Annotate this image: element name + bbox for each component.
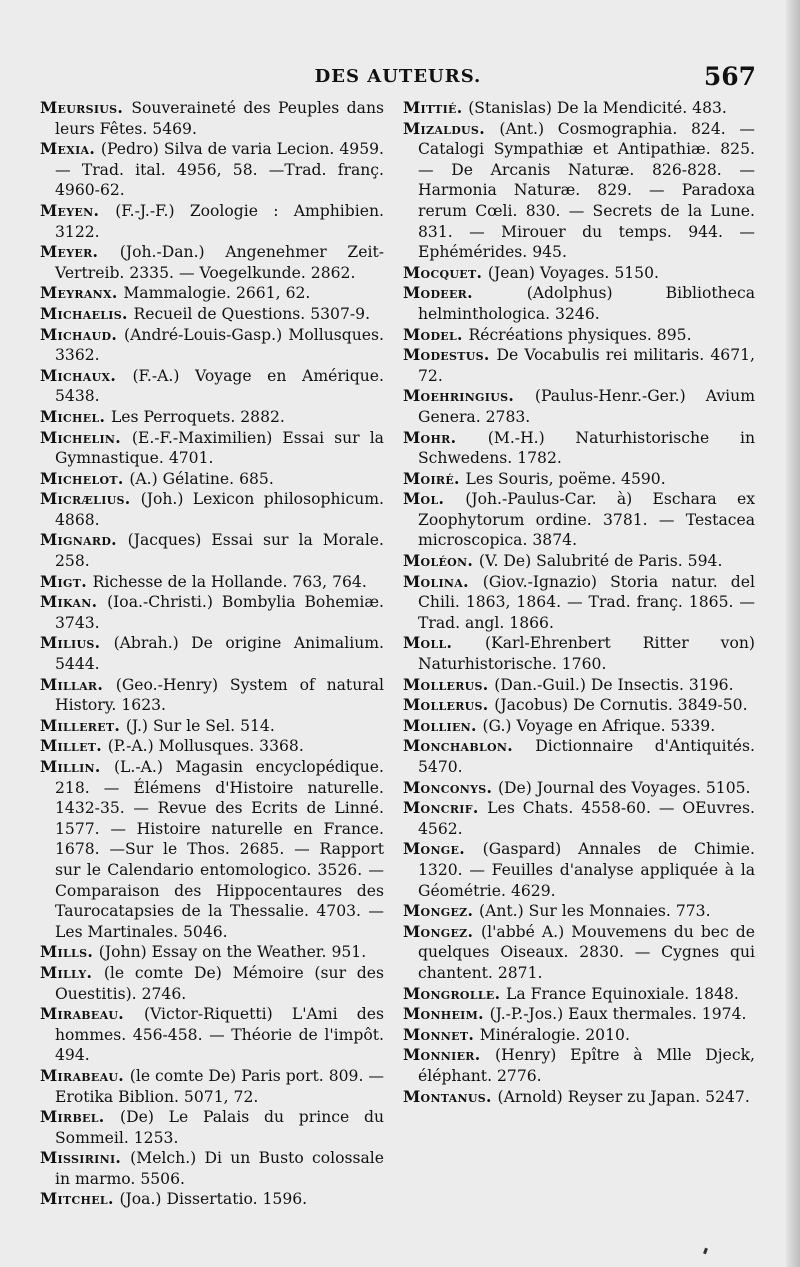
entry-text: (Adolphus) Bibliotheca helminthologica. 3246. [418, 284, 755, 323]
entry-text: De Vocabulis rei militaris. 4671, 72. [418, 346, 755, 385]
entry-text: (Victor-Riquetti) L'Ami des hommes. 456-458. — Théorie de l'impôt. 494. [55, 1005, 384, 1065]
author-name: Micrælius . [40, 489, 141, 508]
index-entry [403, 716, 755, 737]
author-name: Mol . [403, 489, 465, 508]
author-name: Montanus . [403, 1087, 497, 1106]
index-entry [40, 489, 384, 530]
index-entry [40, 139, 384, 201]
index-entry [40, 325, 384, 366]
running-header [40, 62, 756, 96]
author-name: Mittié . [403, 98, 468, 117]
index-entry [403, 489, 755, 551]
author-name: Milius . [40, 633, 114, 652]
entry-text: (Abrah.) De origine Animalium. 5444. [55, 634, 384, 674]
entry-text: Récréations physiques. 895. [468, 325, 692, 344]
index-entry [403, 1004, 755, 1025]
entry-text: (Geo.-Henry) System of natural History. 1623. [55, 675, 384, 715]
index-entry [40, 428, 384, 469]
author-name: Mocquet . [403, 263, 488, 282]
author-name: Mongez . [403, 922, 481, 941]
entry-text: Dictionnaire d'Antiquités. 5470. [418, 737, 755, 776]
entry-text: (Ant.) Cosmographia. 824. —Catalogi Sympathiæ et Antipathiæ. 825. — De Arcanis Naturæ. 826-828. — Harmonia Naturæ. 829. — Paradoxa rerum Cœli. 830. — Secrets de la Lune. 831. — Mirouer du temps. 944. — Ephémérides. 945. [418, 119, 755, 262]
entry-text: (Jean) Voyages. 5150. [487, 263, 659, 282]
entry-text: (G.) Voyage en Afrique. 5339. [482, 716, 716, 735]
author-name: Michelot . [40, 469, 129, 488]
author-name: Michaelis . [40, 304, 133, 323]
entry-text: (De) Journal des Voyages. 5105. [497, 778, 751, 797]
index-entry [403, 778, 755, 799]
index-entry [40, 572, 384, 593]
running-title: DES AUTEURS. [314, 66, 482, 87]
author-name: Mohr . [403, 428, 488, 447]
index-entry [40, 283, 384, 304]
entry-text: (Ioa.-Christi.) Bombylia Bohemiæ. 3743. [55, 593, 384, 632]
author-name: Moehringius . [403, 386, 535, 405]
entry-text: (Joa.) Dissertatio. 1596. [119, 1190, 308, 1209]
entry-text: Les Perroquets. 2882. [110, 407, 285, 426]
entry-text: Recueil de Questions. 5307-9. [133, 304, 371, 323]
entry-text: (Ant.) Sur les Monnaies. 773. [478, 902, 711, 921]
index-entry [40, 1107, 384, 1148]
author-name: Mirbel . [40, 1107, 120, 1126]
index-entry [40, 366, 384, 407]
index-entry [403, 572, 755, 634]
index-entry [40, 716, 384, 737]
author-name: Monconys . [403, 778, 498, 797]
author-name: Millet . [40, 736, 108, 755]
entry-text: (John) Essay on the Weather. 951. [98, 943, 367, 962]
author-name: Michaud . [40, 325, 124, 344]
index-entry [403, 469, 755, 490]
entry-text: La France Equinoxiale. 1848. [506, 984, 739, 1003]
entry-text: (le comte De) Paris port. 809. — Erotika Biblion. 5071, 72. [55, 1066, 385, 1106]
author-name: Moiré . [403, 469, 465, 488]
index-entry [40, 1189, 384, 1210]
entry-text: (le comte De) Mémoire (sur des Ouestitis). 2746. [55, 963, 384, 1003]
author-name: Meyer . [40, 242, 120, 261]
entry-text: Richesse de la Hollande. 763, 764. [92, 572, 367, 591]
author-name: Moléon . [403, 551, 479, 570]
index-entry [40, 242, 384, 283]
author-name: Milly . [40, 963, 104, 982]
author-name: Mirabeau . [40, 1004, 144, 1023]
author-name: Mollien . [403, 716, 482, 735]
entry-text: (J.) Sur le Sel. 514. [125, 716, 275, 735]
author-name: Mizaldus . [403, 119, 499, 138]
entry-text: (André-Louis-Gasp.) Mollusques. 3362. [55, 325, 384, 365]
index-entry [403, 283, 755, 324]
entry-text: Souveraineté des Peuples dans leurs Fêtes. 5469. [55, 99, 385, 138]
entry-text: (De) Le Palais du prince du Sommeil. 1253. [55, 1108, 384, 1147]
entry-text: (Joh.) Lexicon philosophicum. 4868. [55, 490, 384, 529]
author-name: Mollerus . [403, 695, 494, 714]
author-name: Mexia . [40, 139, 101, 158]
entry-text: (F.-A.) Voyage en Amérique. 5438. [55, 366, 384, 406]
author-name: Michaux . [40, 366, 132, 385]
entry-text: (M.-H.) Naturhistorische in Schwedens. 1782. [418, 428, 755, 468]
author-name: Michelin . [40, 428, 132, 447]
author-name: Mirabeau . [40, 1066, 130, 1085]
page-spine-shadow [786, 0, 800, 1267]
author-name: Mitchel . [40, 1189, 119, 1208]
index-entry [40, 407, 384, 428]
index-entry [403, 551, 755, 572]
index-entry [403, 428, 755, 469]
index-entry [40, 942, 384, 963]
index-entry [40, 201, 384, 242]
index-entry [40, 675, 384, 716]
author-name: Millin . [40, 757, 114, 776]
author-name: Moll . [403, 633, 485, 652]
index-entry [403, 736, 755, 777]
author-name: Mignard . [40, 530, 128, 549]
index-entry [40, 633, 384, 674]
entry-text: (Jacques) Essai sur la Morale. 258. [55, 531, 384, 571]
entry-text: (Paulus-Henr.-Ger.) Avium Genera. 2783. [418, 387, 755, 426]
author-name: Mills . [40, 942, 99, 961]
entry-text: (Karl-Ehrenbert Ritter von) Naturhistorische. 1760. [418, 634, 755, 674]
author-name: Mollerus . [403, 675, 494, 694]
page-number: 567 [703, 62, 756, 91]
author-name: Millar . [40, 675, 116, 694]
index-entry [403, 98, 755, 119]
index-entry [403, 1045, 755, 1086]
index-entry [403, 695, 755, 716]
entry-text: (V. De) Salubrité de Paris. 594. [478, 552, 723, 571]
author-name: Meyranx . [40, 283, 123, 302]
index-entry [403, 633, 755, 674]
index-entry [403, 1087, 755, 1108]
entry-text: (Jacobus) De Cornutis. 3849-50. [494, 696, 748, 715]
entry-text: (F.-J.-F.) Zoologie : Amphibien. 3122. [55, 201, 384, 241]
ink-mark [703, 1248, 708, 1255]
index-entry [40, 530, 384, 571]
entry-text: (Giov.-Ignazio) Storia natur. del Chili. 1863, 1864. — Trad. franç. 1865. — Trad. angl. 1866. [418, 572, 755, 632]
index-entry [403, 798, 755, 839]
entry-text: (Melch.) Di un Busto colossale in marmo. 5506. [55, 1149, 384, 1188]
author-name: Migt . [40, 572, 93, 591]
author-name: Meyen . [40, 201, 115, 220]
index-entry [403, 675, 755, 696]
entry-text: Minéralogie. 2010. [479, 1025, 630, 1044]
author-name: Monge . [403, 839, 483, 858]
author-name: Milleret . [40, 716, 126, 735]
index-entry [40, 736, 384, 757]
entry-text: (A.) Gélatine. 685. [129, 469, 274, 488]
author-name: Mikan . [40, 592, 107, 611]
index-entry [40, 1066, 384, 1107]
index-entry [403, 263, 755, 284]
index-entry [403, 922, 755, 984]
entry-text: Les Chats. 4558-60. — OEuvres. 4562. [418, 799, 755, 838]
author-name: Monheim . [403, 1004, 490, 1023]
index-entry [403, 1025, 755, 1046]
entry-text: (Stanislas) De la Mendicité. 483. [468, 99, 727, 117]
entry-text: Mammalogie. 2661, 62. [123, 284, 311, 303]
author-name: Modeer . [403, 283, 527, 302]
index-entry [40, 304, 384, 325]
author-name: Monnier . [403, 1045, 495, 1064]
entry-text: (Dan.-Guil.) De Insectis. 3196. [494, 675, 734, 694]
index-entry [403, 901, 755, 922]
index-entry [403, 325, 755, 346]
author-name: Mongrolle . [403, 984, 506, 1003]
index-entry [40, 757, 384, 942]
author-name: Monchablon . [403, 736, 535, 755]
entry-text: (Pedro) Silva de varia Lecion. 4959. — Trad. ital. 4956, 58. —Trad. franç. 4960-62. [55, 140, 384, 200]
author-name: Moncrif . [403, 798, 487, 817]
entry-text: (L.-A.) Magasin encyclopédique. 218. — Élémens d'Histoire naturelle. 1432-35. — Revue des Ecrits de Linné. 1577. — Histoire naturelle en France. 1678. —Sur le Thos. 2685. — Rapport sur le Calendario entomologico. 3526. — Comparaison des Hippocentaures des Taurocatapsies de la Thessalie. 4703. — Les Martinales. 5046. [55, 758, 384, 941]
index-entry [403, 345, 755, 386]
author-name: Modestus . [403, 345, 496, 364]
entry-text: (Joh.-Paulus-Car. à) Eschara ex Zoophytorum ordine. 3781. — Testacea microscopica. 3874. [418, 490, 755, 550]
entry-text: (E.-F.-Maximilien) Essai sur la Gymnastique. 4701. [55, 428, 384, 468]
index-entry [40, 963, 384, 1004]
entry-text: (Gaspard) Annales de Chimie. 1320. — Feuilles d'analyse appliquée à la Géométrie. 4629. [418, 840, 755, 900]
right-column [403, 98, 755, 1107]
entry-text: Les Souris, poëme. 4590. [465, 469, 666, 488]
entry-text: (P.-A.) Mollusques. 3368. [107, 737, 304, 756]
entry-text: (l'abbé A.) Mouvemens du bec de quelques Oiseaux. 2830. — Cygnes qui chantent. 2871. [418, 922, 755, 982]
author-name: Mongez . [403, 901, 479, 920]
author-name: Monnet . [403, 1025, 480, 1044]
index-entry [40, 1148, 384, 1189]
entry-text: (J.-P.-Jos.) Eaux thermales. 1974. [489, 1005, 747, 1024]
index-entry [403, 984, 755, 1005]
index-entry [40, 98, 384, 139]
index-entry [40, 1004, 384, 1066]
author-name: Missirini . [40, 1148, 130, 1167]
author-name: Michel . [40, 407, 111, 426]
author-name: Molina . [403, 572, 483, 591]
author-name: Model . [403, 325, 468, 344]
entry-text: (Joh.-Dan.) Angenehmer Zeit-Vertreib. 2335. — Voegelkunde. 2862. [55, 243, 384, 282]
index-entry [40, 469, 384, 490]
index-entry [403, 839, 755, 901]
author-name: Meursius . [40, 98, 131, 117]
entry-text: (Arnold) Reyser zu Japan. 5247. [497, 1087, 750, 1106]
index-entry [40, 592, 384, 633]
entry-text: (Henry) Epître à Mlle Djeck, éléphant. 2776. [418, 1046, 755, 1085]
index-entry [403, 119, 755, 263]
left-column [40, 98, 384, 1210]
index-entry [403, 386, 755, 427]
